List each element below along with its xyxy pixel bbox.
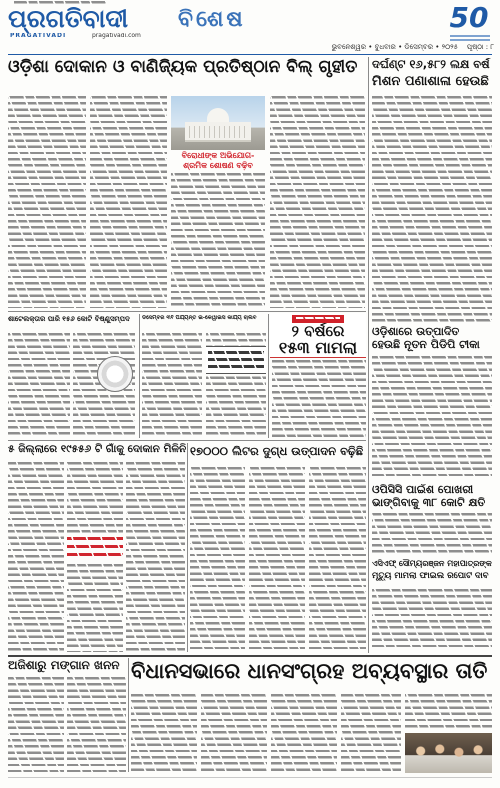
bottom-body-column bbox=[405, 694, 492, 730]
stat-box-line: ୧୫୩ ମାମଲା bbox=[278, 339, 358, 357]
right-story2-body bbox=[372, 356, 492, 480]
row3-left-headline: ୫ ଜିଲ୍ଲାରେ ୧୯୫୫୬ ଟି ଗାଁକୁ ଦୋକାନ ମିଳିନି bbox=[8, 443, 186, 455]
section-rule bbox=[8, 311, 366, 312]
row3-body-column bbox=[126, 462, 185, 652]
anniversary-logo-subtext bbox=[450, 35, 490, 41]
masthead-website: pragativadi.com bbox=[92, 33, 141, 39]
anniversary-logo: 50 bbox=[449, 2, 489, 34]
right-story2-headline: ଓଡ଼ିଶାରେ ଉତ୍ପାଦିତ bbox=[372, 326, 460, 338]
row2-body-column bbox=[272, 360, 366, 438]
footer-rule bbox=[8, 777, 492, 778]
section-rule bbox=[8, 440, 366, 441]
column-rule bbox=[139, 314, 140, 438]
page-number: ପୃଷ୍ଠା : ୮ bbox=[466, 43, 494, 51]
bottom-body-column bbox=[67, 677, 126, 772]
section-rule bbox=[8, 655, 492, 657]
masthead-logo: ପ୍ରଗତିବାଦୀ bbox=[8, 5, 129, 33]
bottom-lead-headline: ବିଧାନସଭାରେ ଧାନସଂଗ୍ରହ ଅବ୍ୟବସ୍ଥାର ତାତି bbox=[131, 659, 488, 683]
bottom-body-column bbox=[8, 677, 64, 772]
bottom-body-column bbox=[341, 694, 401, 772]
lead-body-column bbox=[8, 96, 86, 308]
right-story4-headline: ମୃତ୍ୟୁ ମାମଲା ଫାଇଲ ରିପୋର୍ଟ ଦାବି bbox=[372, 572, 489, 581]
right-story3-body bbox=[372, 513, 492, 556]
bottom-body-column bbox=[201, 694, 267, 772]
pull-quote bbox=[206, 346, 266, 374]
right-story3-headline: ଓପିସିସି ପାଇଁଶ ପୋଖରୀ bbox=[372, 484, 474, 496]
row3-body-column bbox=[190, 467, 245, 652]
right-story4-headline: ଏସିଏଫ୍ ସୌମ୍ୟରଞ୍ଜନ ମହାପାତ୍ରଙ୍କ bbox=[372, 559, 492, 568]
stat-box-label-text bbox=[296, 317, 340, 321]
pull-quote-text bbox=[208, 351, 264, 370]
column-rule bbox=[128, 658, 129, 772]
masthead-rule bbox=[8, 54, 492, 55]
right-story1-headline: ଦର୍ଘଣ୍ଟ ୧୬,୫୮୨ ଲକ୍ଷ ବର୍ଷ bbox=[372, 58, 490, 71]
bottom-body-column bbox=[271, 694, 337, 772]
right-story1-body bbox=[372, 96, 492, 322]
row3-body-column bbox=[309, 467, 366, 652]
row2-left-headline: ଶାଟେଲକ୍ତାର ପାରି ୧୫୬ କୋଟି ବିଷ୍ଣୁସମ୍ପଦ bbox=[8, 315, 130, 323]
right-story2-headline: ହେଉଛି ନୂତନ ପିଡିପି ଟୀକା bbox=[372, 339, 480, 351]
issue-dateline: ଭୁବନେଶ୍ୱର • ବୁଧବାର • ଡିସେମ୍ବର • ୨୦୨୫ bbox=[331, 43, 458, 51]
row3-red-subhead bbox=[67, 537, 123, 561]
lead-body-column bbox=[171, 173, 265, 308]
row2-body-column bbox=[8, 333, 70, 438]
section-title: ବିଶେଷ bbox=[178, 7, 246, 32]
stat-box-line: ୨ ବର୍ଷରେ bbox=[291, 323, 345, 339]
photo-caption-line: ବିରୋଧୀଙ୍କ ଅଭିଯୋଗ- bbox=[181, 151, 255, 160]
assembly-building-photo bbox=[171, 96, 265, 150]
row3-body-column bbox=[67, 462, 123, 534]
right-story4-body bbox=[372, 589, 492, 651]
masthead-logo-latin: PRAGATIVADI bbox=[10, 33, 67, 39]
lead-body-column bbox=[90, 96, 167, 308]
column-rule bbox=[187, 443, 188, 652]
stat-box bbox=[270, 313, 366, 358]
assembly-session-photo bbox=[405, 733, 492, 773]
row3-body-column bbox=[8, 462, 64, 652]
photo-caption-line: ଶ୍ରମିକ ଶୋଷଣ ବଢ଼ିବ bbox=[183, 161, 253, 170]
row3-middle-headline: ୧୭୦୦୦ ଲିଟର ଦୁଗ୍ଧ ଉତ୍ପାଦନ ବଢ଼ିଛି bbox=[190, 445, 364, 458]
right-story1-headline: ମିଶନ ପଣାଶାଳା ହେଉଛି bbox=[372, 75, 489, 89]
bottom-body-column bbox=[131, 694, 197, 772]
building-columns bbox=[189, 126, 247, 138]
column-rule bbox=[268, 314, 269, 438]
lead-headline: ଓଡ଼ିଶା ଦୋକାନ ଓ ବାଣିଜ୍ୟିକ ପ୍ରତିଷ୍ଠାନ ବିଲ୍ ଗୃହୀତ bbox=[8, 58, 358, 77]
row2-middle-headline: ଡିସେମ୍ବର ୩୧ ପର୍ଯ୍ୟନ୍ତ ଇ-କେୱାଇସି କାର୍ଯ୍ୟ ଚାଲିବ bbox=[142, 315, 257, 321]
stat-box-label bbox=[292, 315, 344, 323]
bottom-left-headline: ଅଜିଶାରୁ ମଙ୍ଗାନ ଖନନ bbox=[8, 659, 120, 672]
odisha-emblem bbox=[97, 356, 133, 392]
right-story3-headline: ଭାଙ୍ଗିବାକୁ ୩୮ କୋଟି କ୍ଷତି bbox=[372, 497, 486, 509]
row2-body-column bbox=[142, 333, 202, 438]
row3-body-column bbox=[249, 467, 305, 652]
row3-body-column bbox=[67, 564, 123, 652]
lead-body-column bbox=[270, 96, 365, 308]
column-rule bbox=[368, 57, 369, 653]
